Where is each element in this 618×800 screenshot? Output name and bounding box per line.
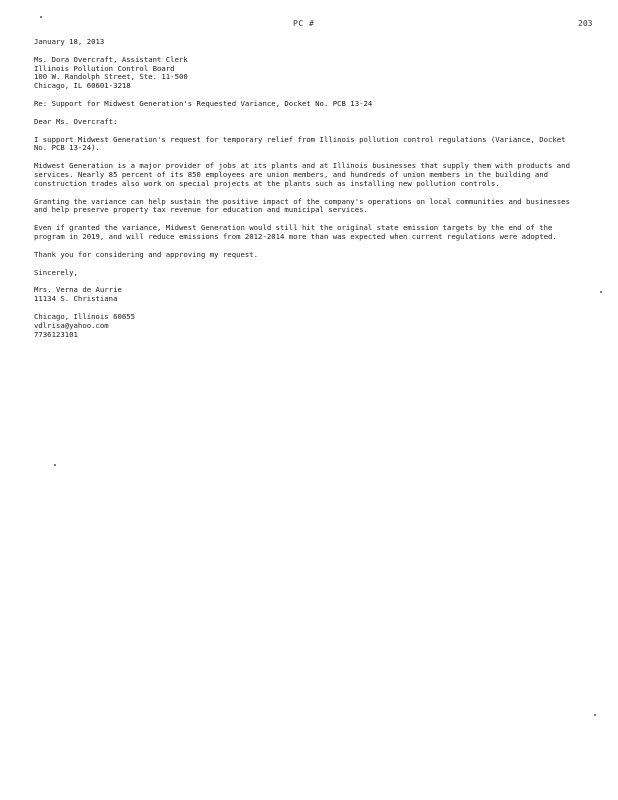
scan-speck: [40, 16, 42, 18]
body-paragraph-3: Granting the variance can help sustain the positive impact of the company's operations on local communities and businesses and help preserve property tax revenue for education and municipal services.: [34, 196, 570, 215]
body-paragraph-4: Even if granted the variance, Midwest Generation would still hit the original state emission targets by the end of the program in 2019, and will reduce emissions from 2012-2014 more than was expected when current regulations were adopted.: [34, 223, 557, 241]
scan-speck: [594, 714, 596, 716]
subject-line: Re: Support for Midwest Generation's Requested Variance, Docket No. PCB 13-24: [34, 98, 373, 108]
salutation: Dear Ms. Overcraft:: [34, 116, 118, 126]
recipient-street: 100 W. Randolph Street, Ste. 11-500: [34, 72, 188, 82]
letter-body: [34, 38, 582, 339]
signature-block: [34, 286, 582, 339]
page-number: 203: [578, 19, 593, 28]
signer-name: Mrs. Verna de Aurrie: [34, 285, 122, 295]
recipient-organization: Illinois Pollution Control Board: [34, 63, 175, 73]
signer-city: Chicago, Illinois 60655: [34, 311, 136, 321]
recipient-name: Ms. Dora Overcraft, Assistant Clerk: [34, 54, 188, 64]
scan-speck: [600, 291, 602, 293]
letter-date: January 18, 2013: [34, 37, 105, 46]
closing: Sincerely,: [34, 267, 78, 277]
signer-street: 11134 S. Christiana: [34, 294, 118, 304]
public-comment-mark: PC #: [293, 19, 315, 28]
scan-speck: [54, 464, 56, 466]
body-paragraph-5: Thank you for considering and approving my request.: [34, 249, 259, 259]
recipient-address: [34, 56, 582, 91]
body-paragraph-2: Midwest Generation is a major provider of jobs at its plants and at Illinois businesses that supply them with products and services. Nearly 85 percent of its 850 employees are union members, and hundreds of union members in the building and construction trades also work on special projects at the plants such as installing new pollution controls.: [34, 161, 570, 188]
recipient-city: Chicago, IL 60601-3218: [34, 81, 131, 91]
signer-email: vdlrisa@yahoo.com: [34, 320, 109, 330]
body-paragraph-1: I support Midwest Generation's request for temporary relief from Illinois pollution control regulations (Variance, Docket No. PCB 13-24).: [34, 134, 566, 153]
signer-phone: 7736123101: [34, 329, 78, 339]
